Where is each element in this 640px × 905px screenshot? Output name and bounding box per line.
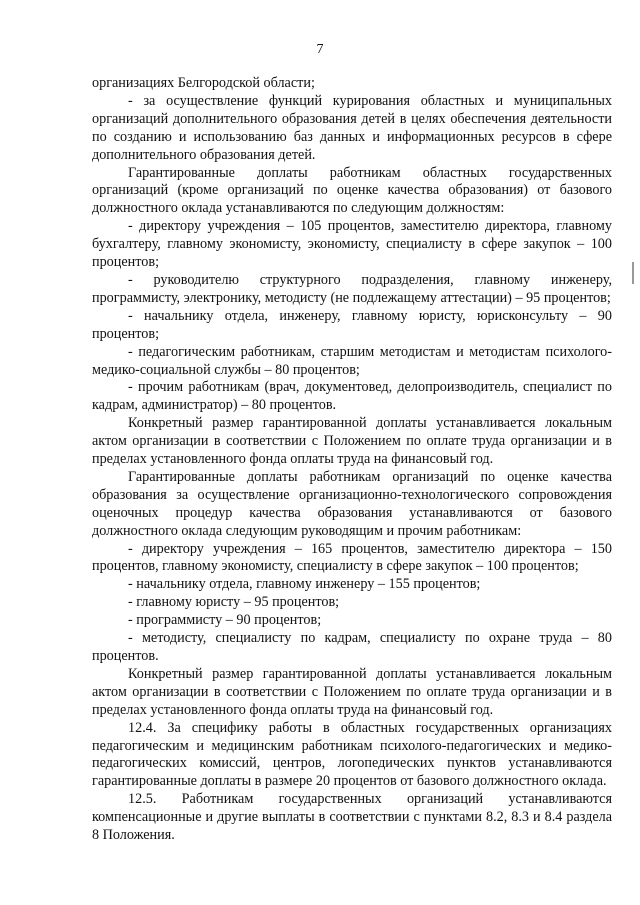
document-body [92, 75, 612, 845]
list-item-qa-chief-lawyer: - главному юристу – 95 процентов; [128, 594, 340, 611]
list-item-qa-methodologist: - методисту, специалисту по кадрам, специалисту по охране труда – 80 процентов. [92, 630, 612, 664]
paragraph-guaranteed-payments: Гарантированные доплаты работникам областных государственных организаций (кроме организаций по оценке качества образования) от базового должностного оклада устанавливаются по следующим должностям: [92, 164, 612, 217]
list-item-head-of-department: - начальнику отдела, инженеру, главному юристу, юрисконсульту – 90 процентов; [92, 307, 612, 342]
list-item-other-staff: - прочим работникам (врач, документовед, делопроизводитель, специалист по кадрам, администратор) – 80 процентов. [92, 379, 612, 414]
scan-margin-mark [632, 262, 634, 284]
list-item-director: - директору учреждения – 105 процентов, заместителю директора, главному бухгалтеру, главному экономисту, экономисту, специалисту в сфере закупок – 100 процентов; [92, 218, 612, 271]
list-item-qa-director: - директору учреждения – 165 процентов, заместителю директора – 150 процентов, главному экономисту, специалисту в сфере закупок – 100 процентов; [92, 540, 612, 575]
list-item-qa-programmer: - программисту – 90 процентов; [128, 612, 322, 629]
list-item-curation: - за осуществление функций курирования областных и муниципальных организаций дополнительного образования детей в целях обеспечения деятельности по созданию и использованию баз данных и информационных ресурсов в сфере дополнительного образования детей. [92, 92, 612, 163]
list-item-qa-head-of-department: - начальнику отдела, главному инженеру – 155 процентов; [128, 576, 481, 593]
page-number: 7 [316, 42, 324, 57]
list-item-head-of-division: - руководителю структурного подразделения, главному инженеру, программисту, электронику, методисту (не подлежащему аттестации) – 95 процентов; [92, 271, 612, 306]
paragraph-quality-assessment: Гарантированные доплаты работникам организаций по оценке качества образования за осуществление организационно-технологического сопровождения оценочных процедур качества образования устанавливаются от базового должностного оклада следующим руководящим и прочим работникам: [92, 468, 612, 539]
paragraph-continuation: организациях Белгородской области; [92, 75, 315, 91]
section-12-5: 12.5. Работникам государственных организаций устанавливаются компенсационные и другие выплаты в соответствии с пунктами 8.2, 8.3 и 8.4 раздела 8 Положения. [92, 791, 612, 844]
paragraph-specific-amount-2: Конкретный размер гарантированной доплаты устанавливается локальным актом организации в соответствии с Положением по оплате труда организации и в пределах установленного фонда оплаты труда на финансовый год. [92, 665, 612, 718]
list-item-pedagogical-staff: - педагогическим работникам, старшим методистам и методистам психолого-медико-социальной службы – 80 процентов; [92, 343, 612, 378]
section-12-4: 12.4. За специфику работы в областных государственных организациях педагогическим и медицинским работникам психолого-педагогических и медико-педагогических комиссий, центров, логопедических пунктов устанавливаются гарантированные доплаты в размере 20 процентов от базового должностного оклада. [92, 719, 612, 790]
paragraph-specific-amount: Конкретный размер гарантированной доплаты устанавливается локальным актом организации в соответствии с Положением по оплате труда организации и в пределах установленного фонда оплаты труда на финансовый год. [92, 415, 612, 468]
